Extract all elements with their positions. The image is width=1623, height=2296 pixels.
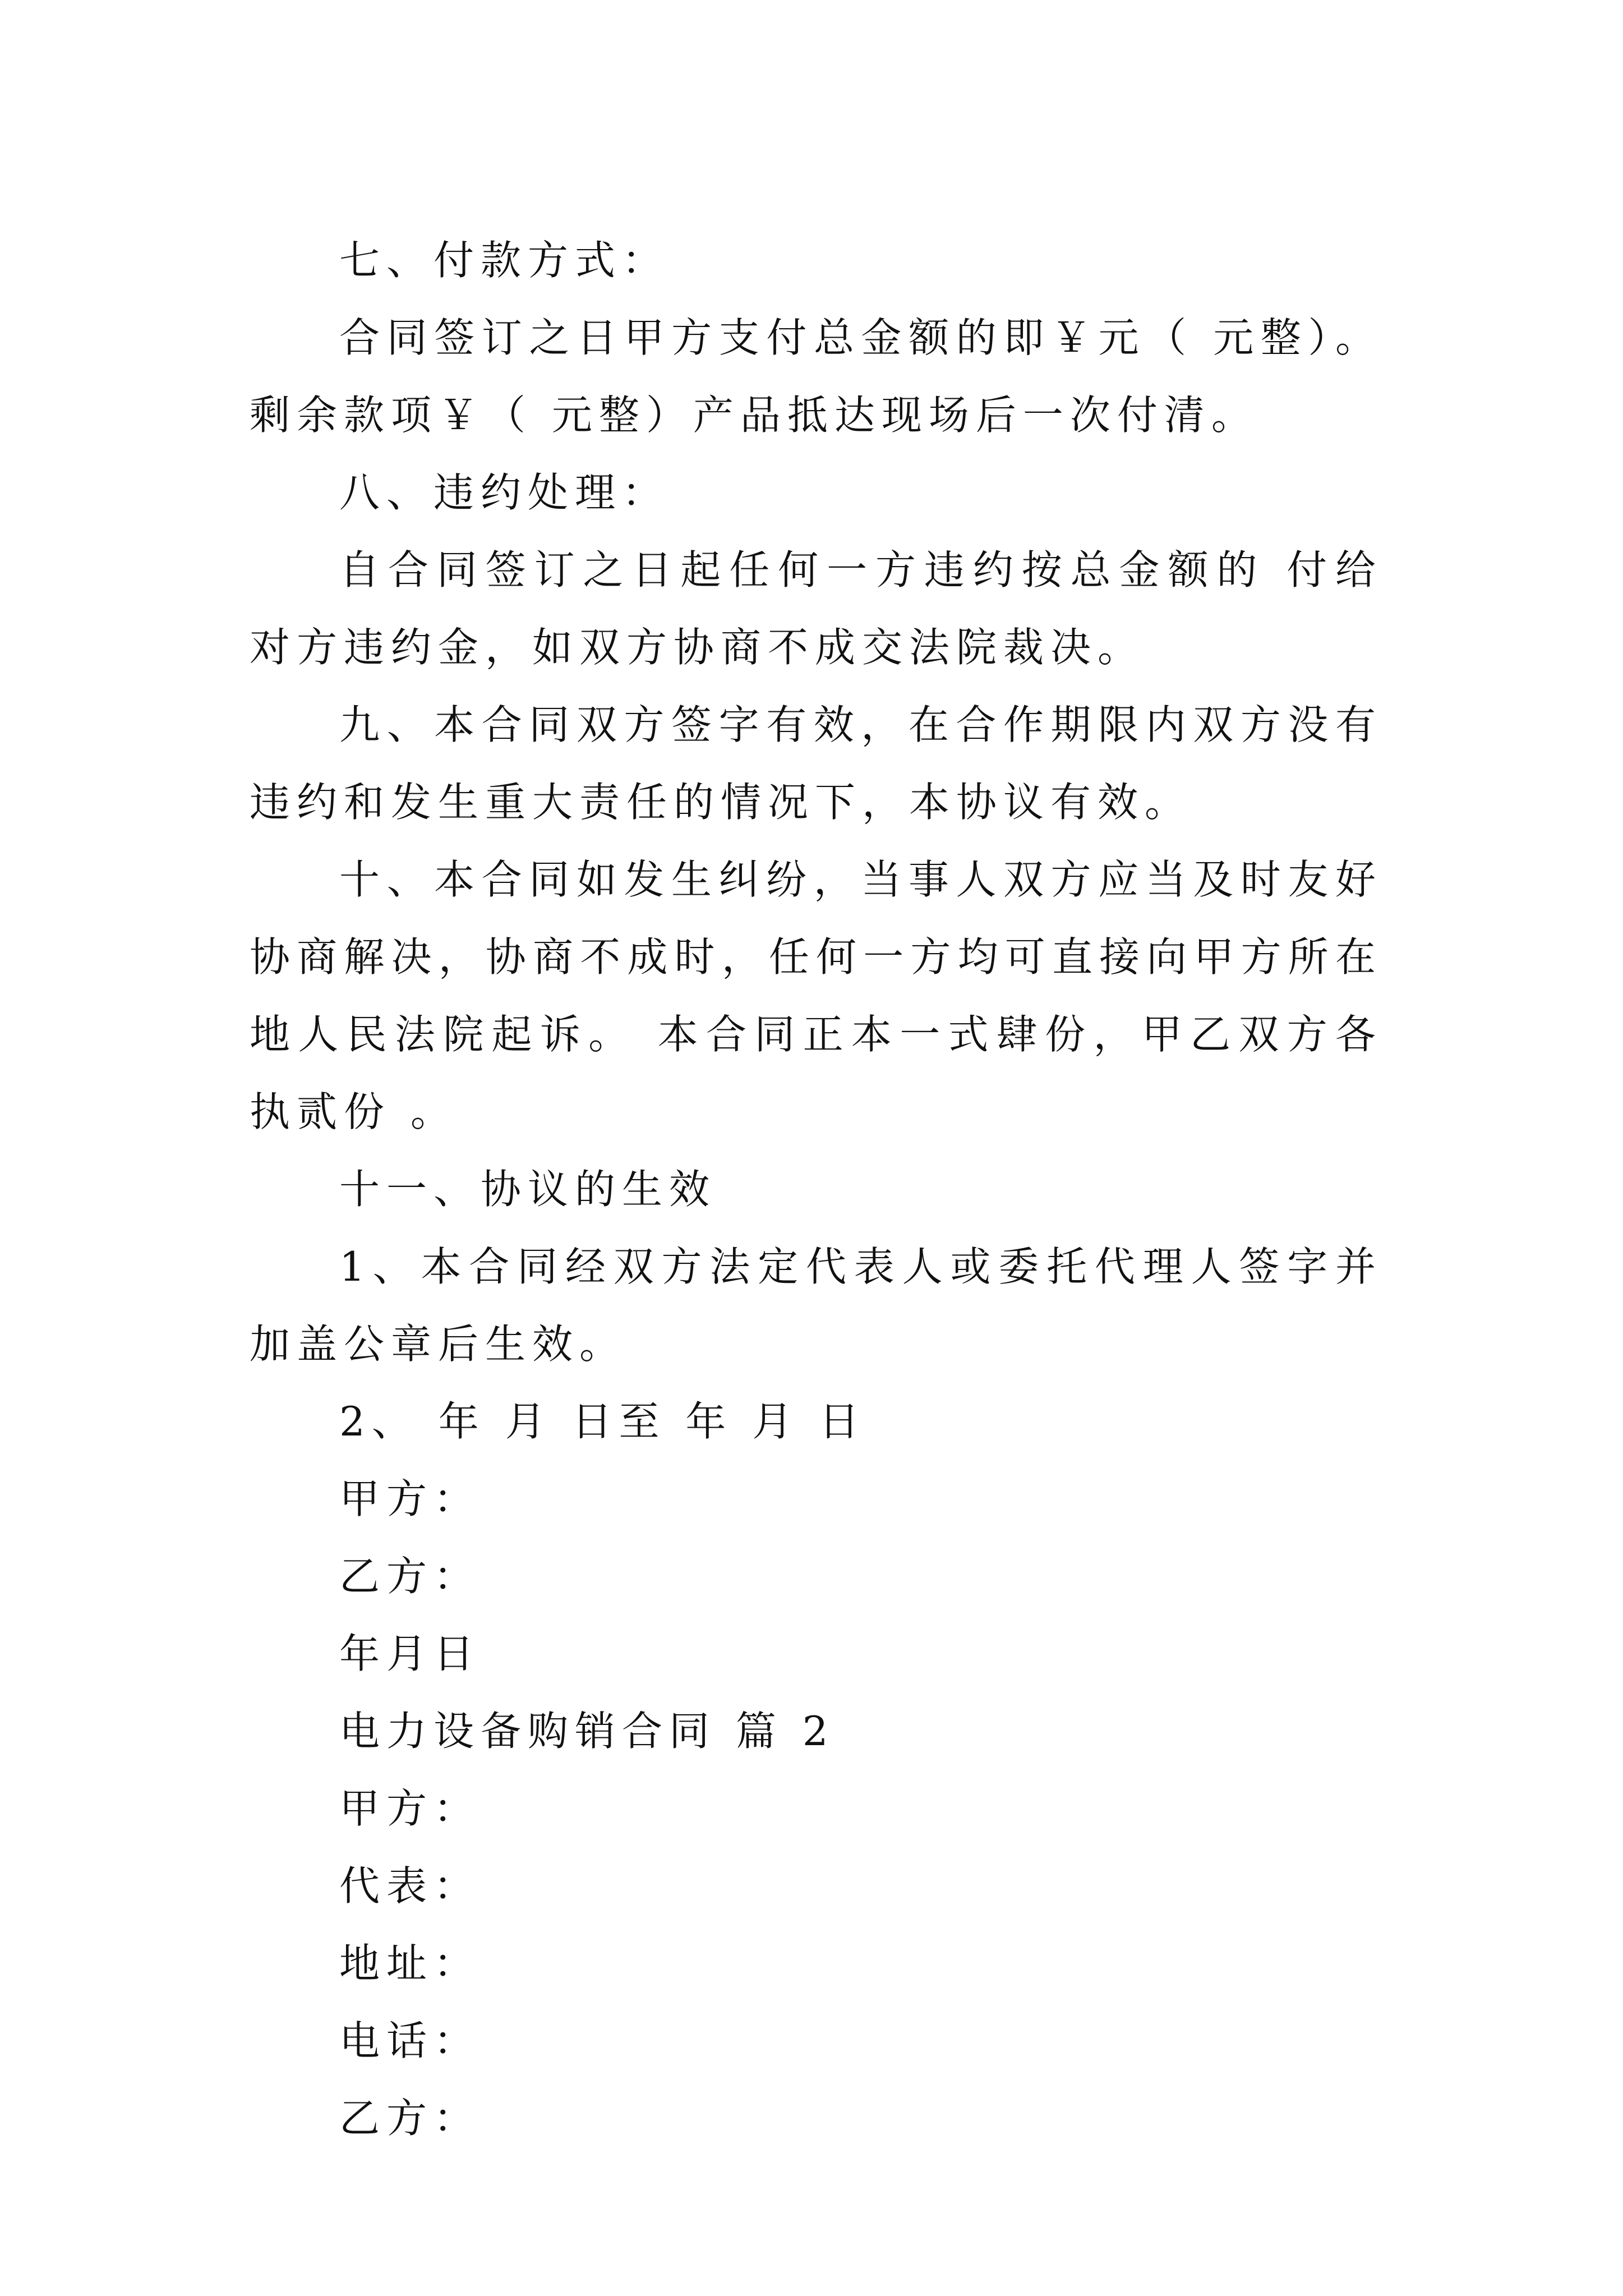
clause-ten-paragraph: 十、本合同如发生纠纷，当事人双方应当及时友好协商解决，协商不成时，任何一方均可直接向甲方所在地人民法院起诉。 本合同正本一式肆份，甲乙双方各执贰份 。 [250, 856, 1382, 1135]
payment-terms-paragraph: 合同签订之日甲方支付总金额的即￥元（ 元整）。剩余款项￥（ 元整）产品抵达现场后一次付清。 [250, 314, 1382, 439]
heading-payment-method: 七、付款方式： [339, 237, 670, 284]
heading-agreement-effect: 十一、协议的生效 [339, 1166, 717, 1213]
heading-breach-handling: 八、违约处理： [339, 469, 670, 516]
party-b-label: 乙方： [339, 1553, 481, 1600]
effect-item-1: 1、本合同经双方法定代表人或委托代理人签字并加盖公章后生效。 [250, 1243, 1382, 1368]
breach-terms-paragraph: 自合同签订之日起任何一方违约按总金额的 付给对方违约金，如双方协商不成交法院裁决。 [250, 546, 1382, 671]
contract-2-party-b-label: 乙方： [339, 2095, 481, 2142]
contract-2-address-label: 地址： [339, 1940, 481, 1987]
contract-2-representative-label: 代表： [339, 1862, 481, 1910]
contract-2-title: 电力设备购销合同 篇 2 [339, 1708, 835, 1755]
effect-item-2: 2、 年 月 日至 年 月 日 [339, 1398, 866, 1445]
date-label: 年月日 [339, 1630, 481, 1677]
clause-nine-paragraph: 九、本合同双方签字有效，在合作期限内双方没有违约和发生重大责任的情况下，本协议有效。 [250, 701, 1382, 826]
party-a-label: 甲方： [339, 1475, 481, 1522]
document-body [250, 222, 1382, 2157]
contract-2-party-a-label: 甲方： [339, 1785, 481, 1832]
contract-2-phone-label: 电话： [339, 2017, 481, 2064]
